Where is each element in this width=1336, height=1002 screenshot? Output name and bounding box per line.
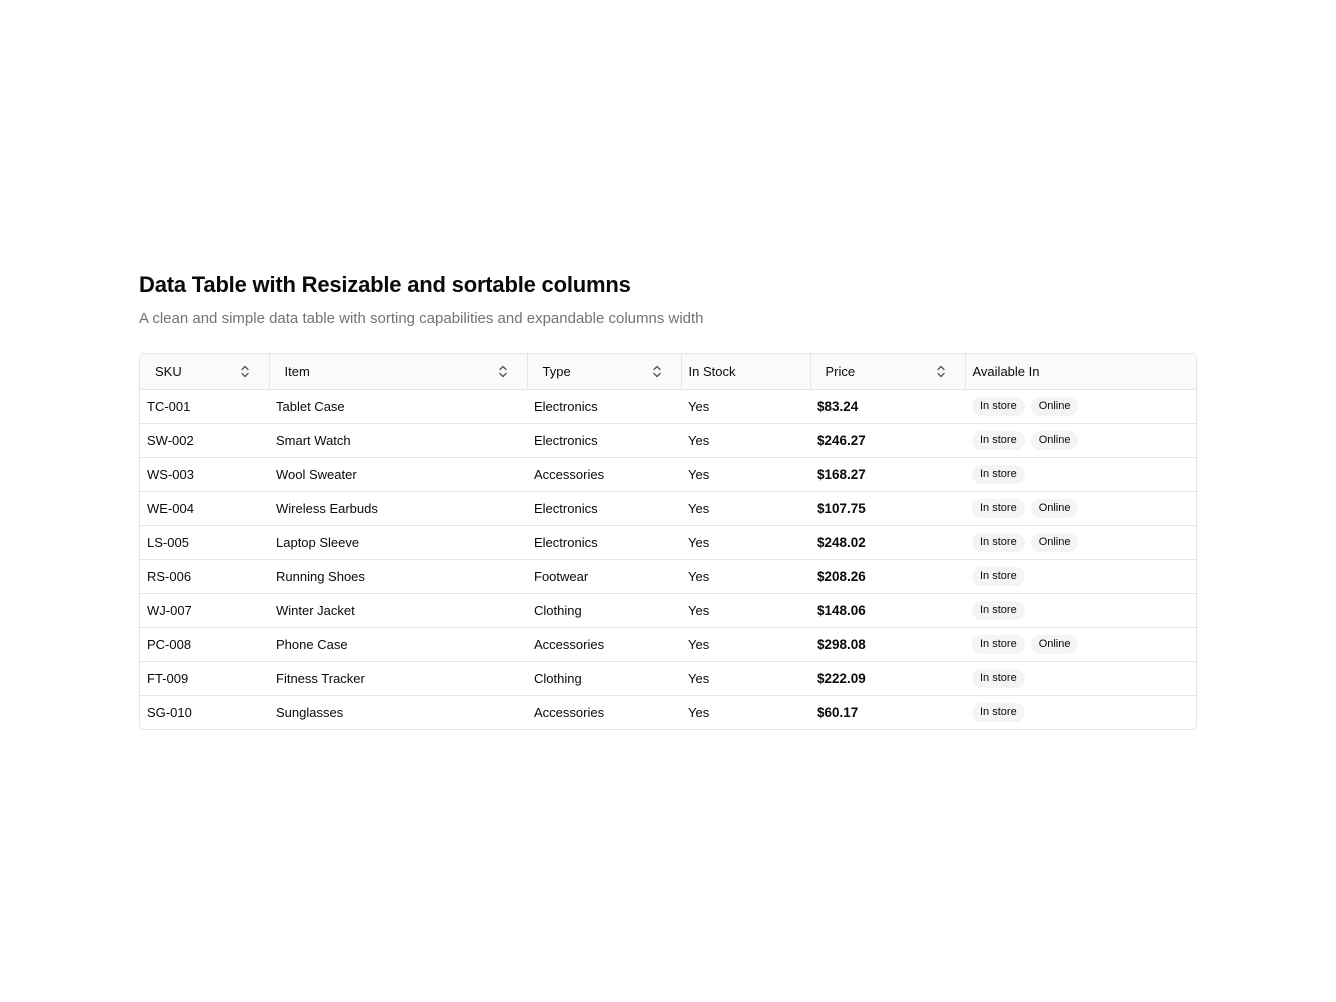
chevrons-up-down-icon[interactable] — [239, 365, 251, 379]
data-table — [140, 354, 1196, 729]
table-body — [140, 390, 1196, 730]
available-in-cell — [965, 492, 1196, 526]
type-cell: Electronics — [527, 526, 681, 560]
in-stock-cell: Yes — [681, 594, 810, 628]
item-cell: Running Shoes — [269, 560, 527, 594]
table-row — [140, 628, 1196, 662]
availability-badge: In store — [972, 703, 1025, 722]
in-stock-cell: Yes — [681, 390, 810, 424]
sku-cell: LS-005 — [140, 526, 269, 560]
price-cell: $148.06 — [810, 594, 965, 628]
item-cell: Wireless Earbuds — [269, 492, 527, 526]
in-stock-cell: Yes — [681, 526, 810, 560]
column-header-price[interactable] — [810, 354, 965, 390]
item-cell: Fitness Tracker — [269, 662, 527, 696]
column-header-label: Item — [284, 364, 310, 379]
chevrons-up-down-icon[interactable] — [651, 365, 663, 379]
column-header-label: Type — [542, 364, 571, 379]
column-header-inner[interactable] — [811, 354, 965, 389]
column-header-inner — [682, 354, 810, 389]
column-header-inner[interactable] — [140, 354, 269, 389]
page-content — [139, 268, 1197, 730]
type-cell: Footwear — [527, 560, 681, 594]
page-subtitle: A clean and simple data table with sorting capabilities and expandable columns width — [139, 310, 704, 327]
price-cell: $246.27 — [810, 424, 965, 458]
availability-badge: In store — [972, 567, 1025, 586]
sku-cell: RS-006 — [140, 560, 269, 594]
sku-cell: WS-003 — [140, 458, 269, 492]
price-cell: $107.75 — [810, 492, 965, 526]
availability-badge: Online — [1031, 499, 1079, 518]
sku-cell: FT-009 — [140, 662, 269, 696]
sku-cell: WJ-007 — [140, 594, 269, 628]
item-cell: Tablet Case — [269, 390, 527, 424]
available-in-cell — [965, 696, 1196, 730]
available-in-cell — [965, 458, 1196, 492]
in-stock-cell: Yes — [681, 560, 810, 594]
available-in-cell — [965, 390, 1196, 424]
chevrons-up-down-icon[interactable] — [935, 365, 947, 379]
availability-badge: Online — [1031, 397, 1079, 416]
in-stock-cell: Yes — [681, 458, 810, 492]
type-cell: Electronics — [527, 424, 681, 458]
available-in-cell — [965, 424, 1196, 458]
column-header-type[interactable] — [527, 354, 681, 390]
table-row — [140, 696, 1196, 730]
available-in-cell — [965, 594, 1196, 628]
availability-badge: In store — [972, 431, 1025, 450]
item-cell: Phone Case — [269, 628, 527, 662]
type-cell: Electronics — [527, 492, 681, 526]
item-cell: Smart Watch — [269, 424, 527, 458]
item-cell: Sunglasses — [276, 705, 344, 720]
column-header-sku[interactable] — [140, 354, 269, 390]
column-header-label: Available In — [972, 364, 1040, 379]
column-header-label: SKU — [155, 364, 182, 379]
table-row — [140, 492, 1196, 526]
type-cell: Accessories — [527, 628, 681, 662]
available-in-cell — [965, 662, 1196, 696]
sku-cell: TC-001 — [140, 390, 269, 424]
sku-cell: WE-004 — [140, 492, 269, 526]
availability-badge: In store — [972, 465, 1025, 484]
data-table-container — [139, 353, 1197, 730]
column-header-label: Price — [825, 364, 856, 379]
item-cell: Winter Jacket — [269, 594, 527, 628]
price-cell: $60.17 — [817, 705, 859, 720]
availability-badge: In store — [972, 601, 1025, 620]
table-row — [140, 594, 1196, 628]
availability-badge: In store — [972, 499, 1025, 518]
column-header-inner — [966, 354, 1197, 389]
sku-cell: SG-010 — [147, 705, 192, 720]
column-header-in-stock — [681, 354, 810, 390]
availability-badge: In store — [972, 669, 1025, 688]
availability-badge: Online — [1031, 635, 1079, 654]
availability-badge: In store — [972, 397, 1025, 416]
type-cell: Accessories — [527, 458, 681, 492]
available-in-cell — [965, 560, 1196, 594]
type-cell: Accessories — [534, 705, 605, 720]
column-header-label: In Stock — [688, 364, 736, 379]
table-row — [140, 526, 1196, 560]
price-cell: $298.08 — [810, 628, 965, 662]
table-row — [140, 390, 1196, 424]
price-cell: $248.02 — [810, 526, 965, 560]
type-cell: Clothing — [527, 594, 681, 628]
chevrons-up-down-icon[interactable] — [497, 365, 509, 379]
availability-badge: In store — [972, 533, 1025, 552]
page-title: Data Table with Resizable and sortable columns — [139, 272, 631, 297]
column-header-available-in — [965, 354, 1196, 390]
type-cell: Clothing — [527, 662, 681, 696]
price-cell: $83.24 — [810, 390, 965, 424]
sku-cell: SW-002 — [140, 424, 269, 458]
column-header-inner[interactable] — [270, 354, 527, 389]
available-in-cell — [965, 526, 1196, 560]
item-cell: Laptop Sleeve — [269, 526, 527, 560]
table-row — [140, 560, 1196, 594]
in-stock-cell: Yes — [681, 662, 810, 696]
in-stock-cell: Yes — [681, 424, 810, 458]
table-row — [140, 458, 1196, 492]
column-header-item[interactable] — [269, 354, 527, 390]
availability-badge: Online — [1031, 431, 1079, 450]
in-stock-cell: Yes — [681, 628, 810, 662]
price-cell: $168.27 — [810, 458, 965, 492]
in-stock-cell: Yes — [688, 705, 710, 720]
price-cell: $222.09 — [810, 662, 965, 696]
availability-badge: Online — [1031, 533, 1079, 552]
availability-badge: In store — [972, 635, 1025, 654]
in-stock-cell: Yes — [681, 492, 810, 526]
sku-cell: PC-008 — [140, 628, 269, 662]
table-header-row — [140, 354, 1196, 390]
column-header-inner[interactable] — [528, 354, 681, 389]
price-cell: $208.26 — [810, 560, 965, 594]
type-cell: Electronics — [527, 390, 681, 424]
table-row — [140, 424, 1196, 458]
table-row — [140, 662, 1196, 696]
item-cell: Wool Sweater — [269, 458, 527, 492]
available-in-cell — [965, 628, 1196, 662]
